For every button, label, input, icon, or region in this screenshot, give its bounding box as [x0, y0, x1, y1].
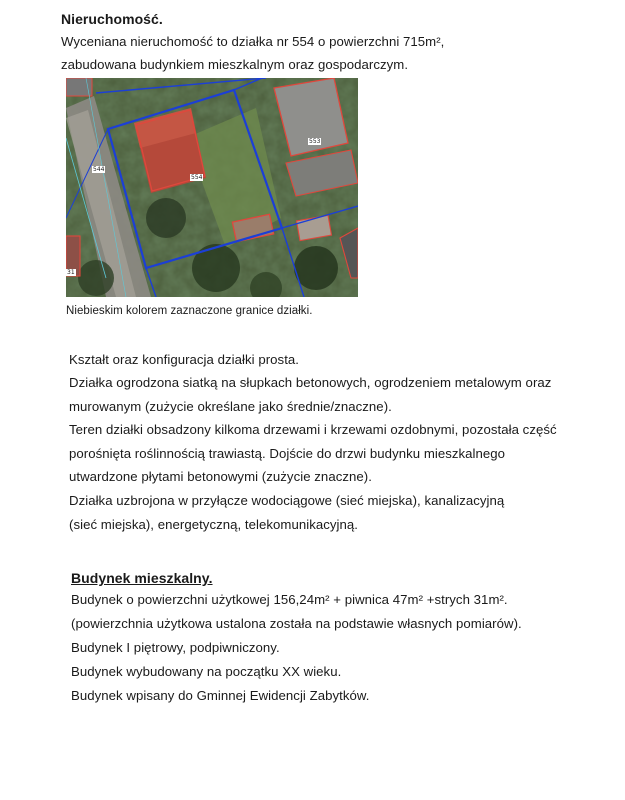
intro-line-2: zabudowana budynkiem mieszkalnym oraz gospodarczym.	[61, 57, 409, 72]
plot-label-554: 554	[191, 174, 203, 181]
section-heading-property: Nieruchomość.	[61, 11, 163, 27]
building-line: (powierzchnia użytkowa ustalona została na podstawie własnych pomiarów).	[71, 616, 522, 631]
plot-description-line: utwardzone płytami betonowymi (zużycie znaczne).	[69, 469, 372, 484]
plot-description-line: (sieć miejska), energetyczną, telekomunikacyjną.	[69, 517, 358, 532]
plot-description-line: Teren działki obsadzony kilkoma drzewami i krzewami ozdobnymi, pozostała część	[69, 422, 557, 437]
plot-description-line: murowanym (zużycie określane jako średnie/znaczne).	[69, 399, 392, 414]
plot-label-31: 31	[67, 269, 75, 276]
building-line: Budynek o powierzchni użytkowej 156,24m² + piwnica 47m² +strych 31m².	[71, 592, 508, 607]
plot-label-553: 553	[309, 138, 321, 145]
plot-description-line: Działka ogrodzona siatką na słupkach betonowych, ogrodzeniem metalowym oraz	[69, 375, 552, 390]
map-caption: Niebieskim kolorem zaznaczone granice działki.	[66, 305, 313, 317]
cadastral-map	[66, 78, 358, 297]
section-heading-building: Budynek mieszkalny.	[71, 570, 213, 586]
building-line: Budynek wpisany do Gminnej Ewidencji Zabytków.	[71, 688, 370, 703]
intro-line-1: Wyceniana nieruchomość to działka nr 554 o powierzchni 715m²,	[61, 34, 445, 49]
plot-label-544: 544	[93, 166, 105, 173]
building-line: Budynek I piętrowy, podpiwniczony.	[71, 640, 280, 655]
plot-description-line: Działka uzbrojona w przyłącze wodociągowe (sieć miejska), kanalizacyjną	[69, 493, 505, 508]
building-line: Budynek wybudowany na początku XX wieku.	[71, 664, 342, 679]
plot-description-line: porośnięta roślinnością trawiastą. Dojście do drzwi budynku mieszkalnego	[69, 446, 506, 461]
aerial-photo	[66, 78, 358, 297]
plot-description-line: Kształt oraz konfiguracja działki prosta.	[69, 352, 300, 367]
